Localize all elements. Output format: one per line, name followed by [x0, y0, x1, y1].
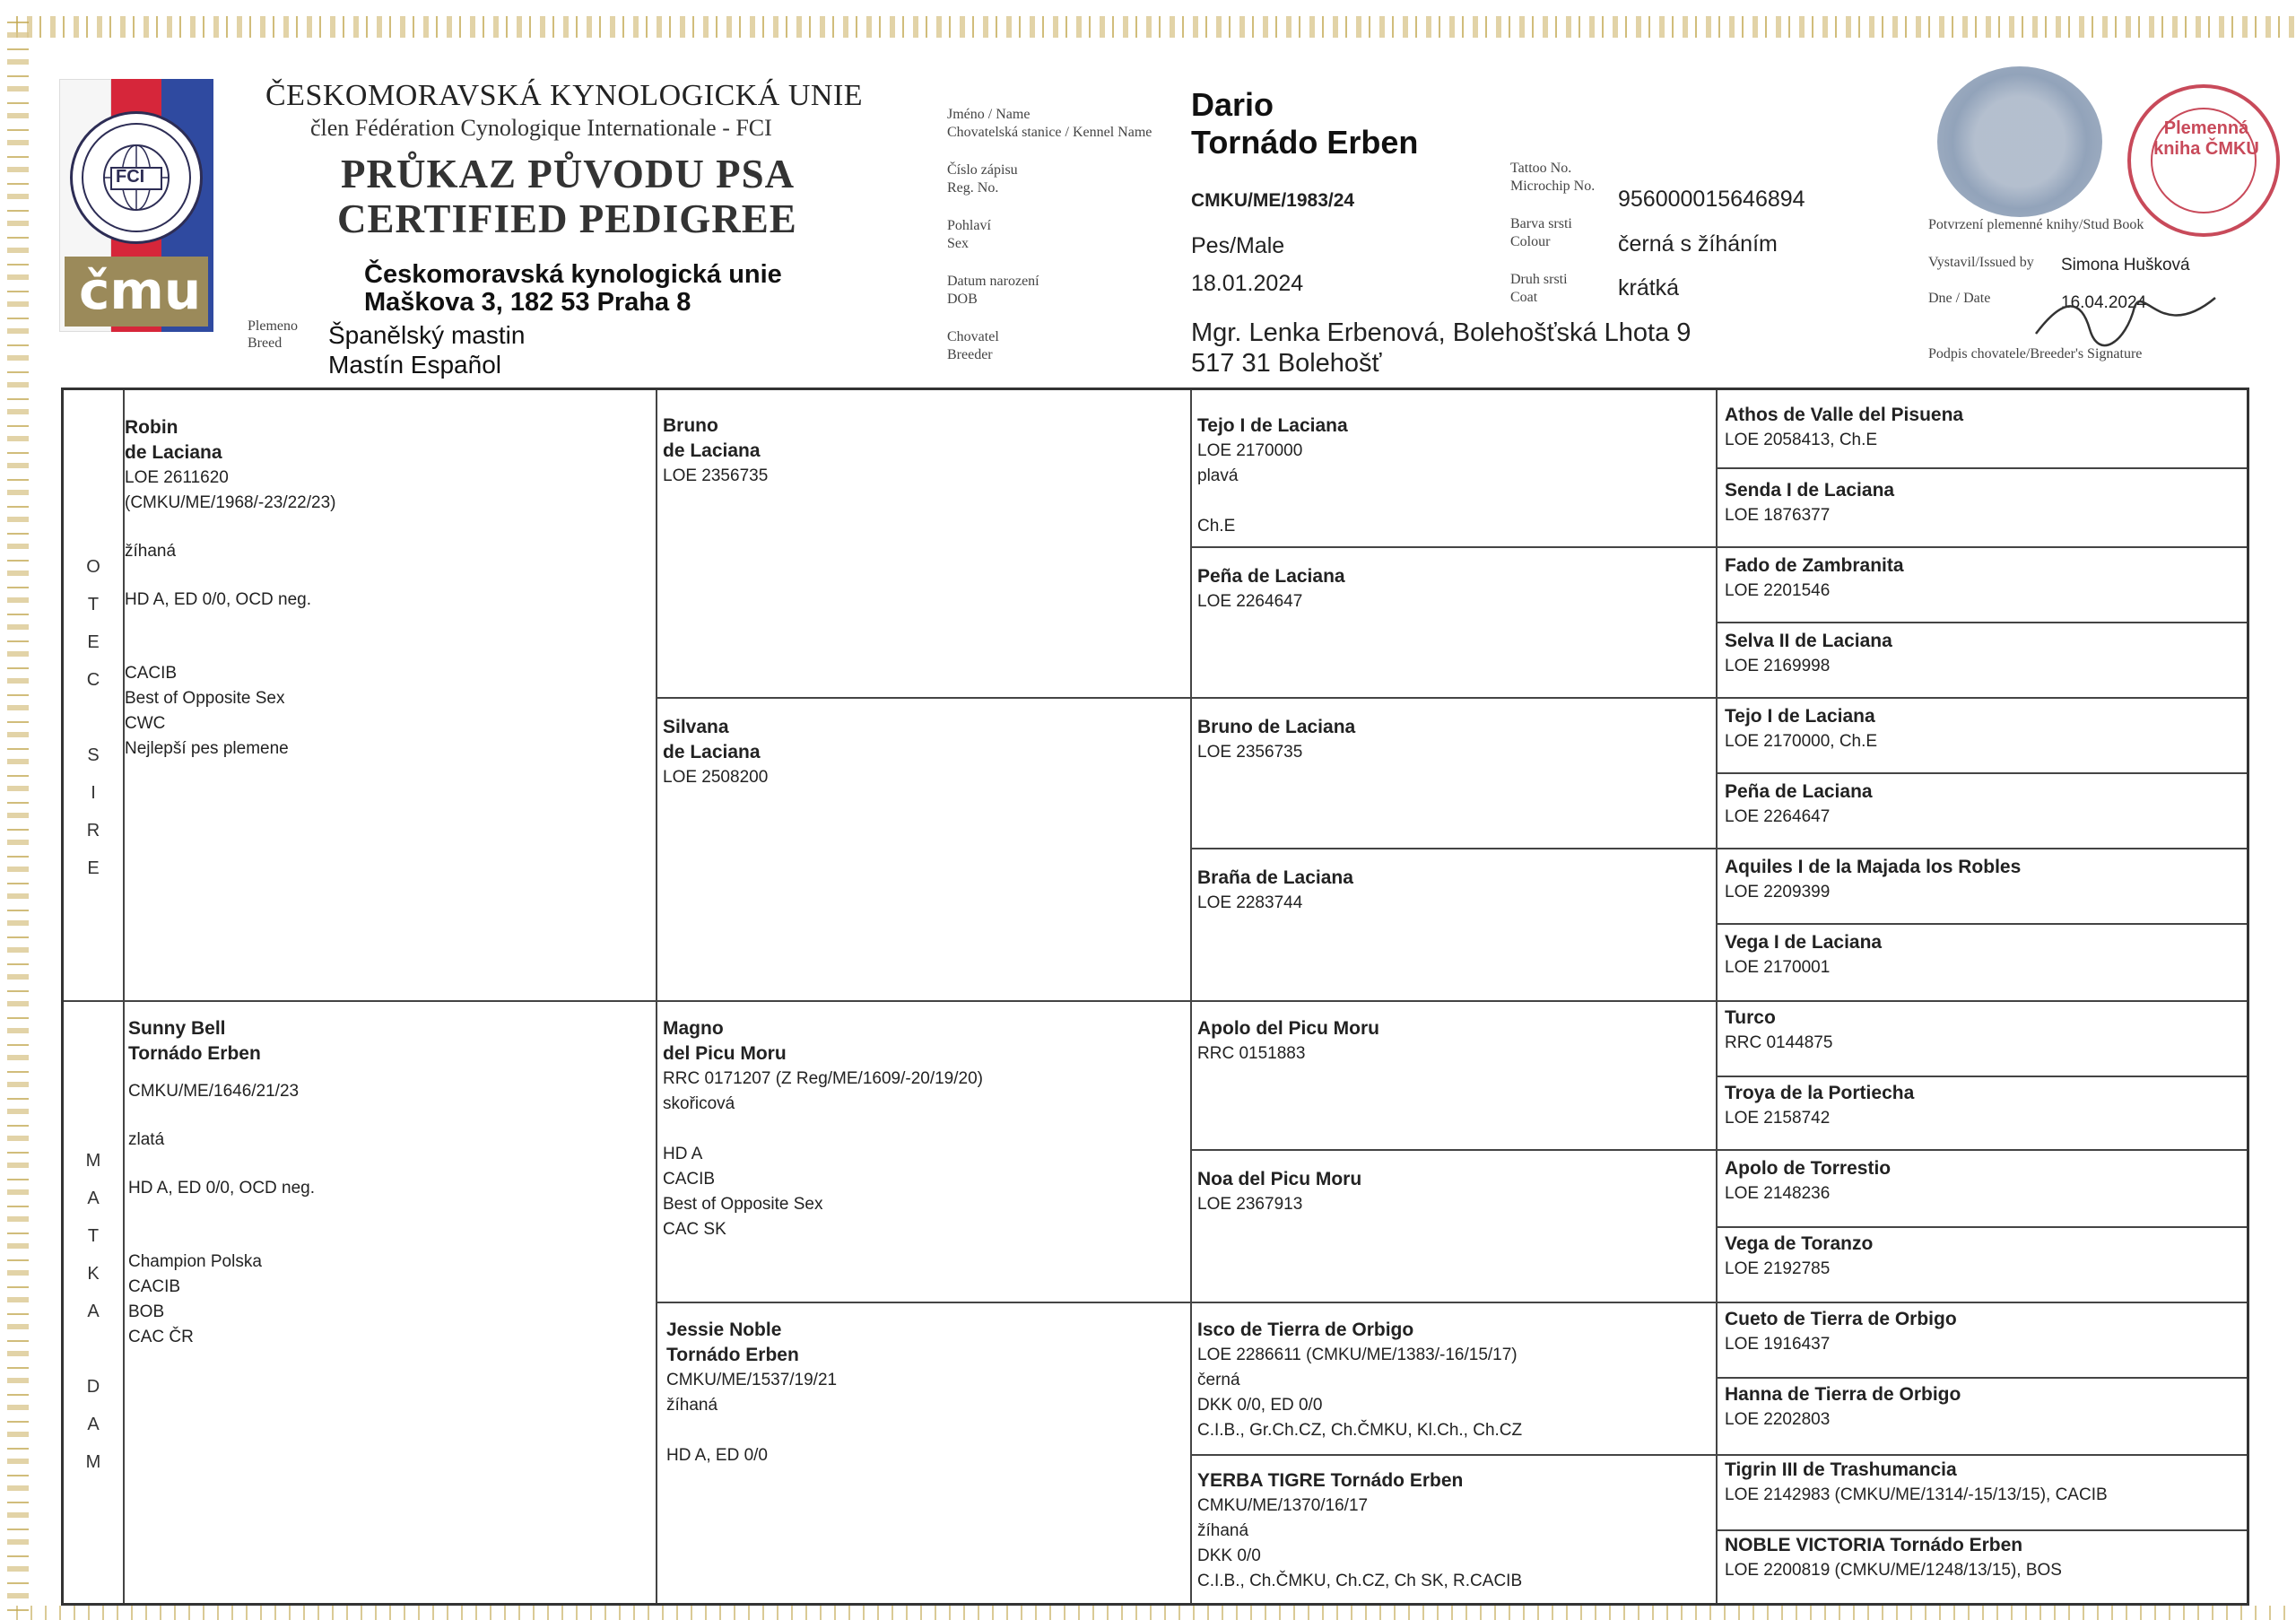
info-line: RRC 0151883 — [1197, 1044, 1306, 1063]
microchip-label: Tattoo No. Microchip No. — [1510, 161, 1596, 194]
side-letter: T — [87, 595, 100, 614]
signature-label: Podpis chovatele/Breeder's Signature — [1928, 346, 2143, 361]
dog-name-line: Turco — [1725, 1007, 1776, 1028]
gg-grandparent-cell — [1725, 403, 2241, 453]
grandparent-cell — [663, 1016, 1183, 1242]
kennel-name: Tornádo Erben — [1191, 124, 1419, 161]
gg-grandparent-cell — [1725, 704, 2241, 754]
info-line: skořicová — [663, 1094, 735, 1113]
info-line: Best of Opposite Sex — [663, 1195, 823, 1214]
cmku-logo-text: čmu — [79, 260, 202, 321]
studbook-stamp: Plemenná kniha ČMKU — [2127, 84, 2280, 237]
grandparent-cell — [663, 414, 1183, 489]
sex-value: Pes/Male — [1191, 233, 1285, 258]
side-letter: C — [86, 670, 100, 690]
side-letter: O — [86, 557, 100, 577]
name-label: Jméno / Name Chovatelská stanice / Kennel Name — [947, 107, 1152, 140]
breed-value-es: Mastín Español — [328, 351, 501, 379]
microchip-value: 956000015646894 — [1618, 187, 1805, 212]
info-line: LOE 2209399 — [1725, 883, 1831, 901]
dog-name-line: Isco de Tierra de Orbigo — [1197, 1320, 1414, 1340]
side-letter: A — [87, 1302, 100, 1321]
dog-name-line: Apolo de Torrestio — [1725, 1158, 1892, 1179]
info-line: LOE 2192785 — [1725, 1259, 1831, 1278]
studbook-label: Potvrzení plemenné knihy/Stud Book — [1928, 217, 2144, 232]
issuer-name: Českomoravská kynologická unie — [364, 260, 782, 289]
dog-name-line: Noa del Picu Moru — [1197, 1169, 1362, 1189]
info-line: LOE 1876377 — [1725, 506, 1831, 525]
info-line: RRC 0171207 (Z Reg/ME/1609/-20/19/20) — [663, 1069, 983, 1088]
dog-name-line: Magno — [663, 1018, 724, 1039]
info-line — [1197, 489, 1709, 514]
dog-name-line: Tornádo Erben — [666, 1345, 799, 1365]
info-line: LOE 2264647 — [1725, 807, 1831, 826]
info-line: LOE 2170000, Ch.E — [1725, 732, 1878, 751]
coat-label: Druh srsti Coat — [1510, 272, 1568, 305]
dog-name-line: Vega de Toranzo — [1725, 1233, 1874, 1254]
info-line: CACIB — [663, 1170, 716, 1189]
info-line: LOE 2158742 — [1725, 1109, 1831, 1128]
dog-name-line: Troya de la Portiecha — [1725, 1083, 1915, 1103]
gg-grandparent-cell — [1725, 855, 2241, 905]
dog-name-line: Bruno de Laciana — [1197, 717, 1356, 737]
info-line: LOE 2356735 — [663, 466, 769, 485]
dog-name-line: Athos de Valle del Pisuena — [1725, 405, 1964, 425]
info-line — [663, 1117, 1183, 1142]
breeder-value: Mgr. Lenka Erbenová, Bolehošťská Lhota 9 — [1191, 318, 1692, 347]
info-line: LOE 2202803 — [1725, 1410, 1831, 1429]
great-grandparent-cell — [1197, 715, 1709, 765]
gg-grandparent-cell — [1725, 1232, 2241, 1282]
great-grandparent-cell — [1197, 414, 1709, 539]
info-line: CAC SK — [663, 1220, 726, 1239]
dog-name-line: de Laciana — [663, 742, 761, 762]
info-line: LOE 2200819 (CMKU/ME/1248/13/15), BOS — [1725, 1561, 2062, 1580]
sex-label: Pohlaví Sex — [947, 218, 991, 251]
issuer-address: Maškova 3, 182 53 Praha 8 — [364, 288, 691, 317]
info-line: HD A, ED 0/0 — [666, 1446, 768, 1465]
ornament-border-left — [7, 16, 29, 1620]
gg-grandparent-cell — [1725, 1156, 2241, 1206]
dog-name-line: Tejo I de Laciana — [1725, 706, 1875, 727]
info-line: C.I.B., Ch.ČMKU, Ch.CZ, Ch SK, R.CACIB — [1197, 1572, 1523, 1590]
side-letter: A — [87, 1189, 100, 1208]
info-line: C.I.B., Gr.Ch.CZ, Ch.ČMKU, Kl.Ch., Ch.CZ — [1197, 1421, 1523, 1440]
info-line: CMKU/ME/1370/16/17 — [1197, 1496, 1369, 1515]
great-grandparent-cell — [1197, 1318, 1709, 1443]
gg-grandparent-cell — [1725, 1081, 2241, 1131]
signature-icon — [2027, 289, 2224, 352]
great-grandparent-cell — [1197, 1468, 1709, 1594]
dog-name-line: Vega I de Laciana — [1725, 932, 1883, 953]
breed-value: Španělský mastin — [328, 321, 526, 349]
dog-name-line: Peña de Laciana — [1197, 566, 1345, 587]
dog-name-line: Hanna de Tierra de Orbigo — [1725, 1384, 1961, 1405]
info-line: LOE 2170000 — [1197, 441, 1303, 460]
info-line: HD A — [663, 1145, 703, 1163]
date-label: Dne / Date — [1928, 291, 1991, 306]
info-line: LOE 2058413, Ch.E — [1725, 431, 1878, 449]
dog-name-line: YERBA TIGRE Tornádo Erben — [1197, 1470, 1464, 1491]
colour-label: Barva srsti Colour — [1510, 216, 1572, 249]
side-letter: M — [85, 1151, 101, 1171]
great-grandparent-cell — [1197, 564, 1709, 614]
dog-name-line: del Picu Moru — [663, 1043, 787, 1064]
info-line: černá — [1197, 1371, 1240, 1389]
fci-logo — [70, 111, 203, 244]
fci-membership: člen Fédération Cynologique Internationale - FCI — [310, 115, 772, 141]
dog-name-line: de Laciana — [663, 440, 761, 461]
sire-cell: Robin de Laciana LOE 2611620 (CMKU/ME/1968/-23/22/23) žíhaná HD A, ED 0/0, OCD neg. CACIB Best of Opposite Sex CWC Nejlepší pes plemene — [125, 417, 336, 758]
side-letter: E — [87, 632, 100, 652]
dog-name-line: Fado de Zambranita — [1725, 555, 1904, 576]
grandparent-cell — [663, 715, 1183, 790]
info-line: LOE 2286611 (CMKU/ME/1383/-16/15/17) — [1197, 1346, 1518, 1364]
reg-number: CMKU/ME/1983/24 — [1191, 190, 1355, 211]
info-line: DKK 0/0, ED 0/0 — [1197, 1396, 1323, 1415]
info-line: Ch.E — [1197, 517, 1236, 536]
hologram-seal — [1937, 66, 2102, 217]
info-line — [666, 1418, 1187, 1443]
dog-name-line: Aquiles I de la Majada los Robles — [1725, 857, 2022, 877]
document-title: PRŮKAZ PŮVODU PSA — [341, 152, 796, 196]
gg-grandparent-cell — [1725, 553, 2241, 604]
dob-label: Datum narození DOB — [947, 274, 1039, 307]
info-line: LOE 2148236 — [1725, 1184, 1831, 1203]
breed-label: Plemeno Breed — [248, 318, 298, 351]
dog-name-line: Jessie Noble — [666, 1320, 782, 1340]
info-line: žíhaná — [1197, 1521, 1249, 1540]
gg-grandparent-cell — [1725, 1307, 2241, 1357]
gg-grandparent-cell — [1725, 1382, 2241, 1433]
breeder-address: 517 31 Bolehošť — [1191, 349, 1382, 378]
side-letter: S — [87, 745, 100, 765]
org-name: ČESKOMORAVSKÁ KYNOLOGICKÁ UNIE — [265, 79, 864, 112]
side-letter: R — [86, 821, 100, 840]
side-letter: A — [87, 1415, 100, 1434]
side-letter: K — [87, 1264, 100, 1284]
ornament-border-bottom — [13, 1606, 2296, 1620]
info-line: LOE 2169998 — [1725, 657, 1831, 675]
info-line: LOE 2142983 (CMKU/ME/1314/-15/13/15), CACIB — [1725, 1485, 2108, 1504]
info-line: LOE 2367913 — [1197, 1195, 1303, 1214]
ornament-border-top — [13, 16, 2296, 38]
dog-name-line: Bruno — [663, 415, 718, 436]
issued-by-value: Simona Hušková — [2061, 256, 2190, 274]
document-title-en: CERTIFIED PEDIGREE — [337, 196, 797, 241]
side-letter: D — [86, 1377, 100, 1397]
dog-name-line: Apolo del Picu Moru — [1197, 1018, 1379, 1039]
fci-logo-text: FCI — [116, 167, 145, 187]
pedigree-table — [61, 388, 2249, 1606]
dog-name-line: Tigrin III de Trashumancia — [1725, 1459, 1957, 1480]
reg-label: Číslo zápisu Reg. No. — [947, 162, 1018, 196]
info-line: CMKU/ME/1537/19/21 — [666, 1371, 838, 1389]
dog-name: Dario — [1191, 86, 1274, 123]
info-line: LOE 2264647 — [1197, 592, 1303, 611]
gg-grandparent-cell — [1725, 478, 2241, 528]
side-letter: T — [87, 1226, 100, 1246]
logo-block — [59, 79, 213, 332]
cmku-logo — [65, 257, 208, 327]
info-line: LOE 2201546 — [1725, 581, 1831, 600]
info-line: LOE 2170001 — [1725, 958, 1831, 977]
info-line: LOE 1916437 — [1725, 1335, 1831, 1354]
gg-grandparent-cell — [1725, 930, 2241, 980]
info-line: žíhaná — [666, 1396, 718, 1415]
info-line: LOE 2508200 — [663, 768, 769, 787]
dam-cell: Sunny Bell Tornádo Erben CMKU/ME/1646/21/23 zlatá HD A, ED 0/0, OCD neg. Champion Polska CACIB BOB CAC ČR — [128, 1018, 316, 1346]
gg-grandparent-cell — [1725, 1458, 2241, 1508]
issued-by-label: Vystavil/Issued by — [1928, 255, 2034, 270]
grandparent-cell — [666, 1318, 1187, 1468]
dog-name-line: Silvana — [663, 717, 729, 737]
side-letter: I — [91, 783, 96, 803]
side-letter: E — [87, 858, 100, 878]
dog-name-line: Senda I de Laciana — [1725, 480, 1895, 501]
colour-value: černá s žíháním — [1618, 231, 1778, 257]
great-grandparent-cell — [1197, 1016, 1709, 1067]
dog-name-line: Cueto de Tierra de Orbigo — [1725, 1309, 1957, 1329]
info-line: DKK 0/0 — [1197, 1546, 1261, 1565]
dog-name-line: NOBLE VICTORIA Tornádo Erben — [1725, 1535, 2023, 1555]
date-value: 16.04.2024 — [2061, 293, 2147, 312]
info-line: plavá — [1197, 466, 1239, 485]
dog-name-line: Selva II de Laciana — [1725, 631, 1892, 651]
gg-grandparent-cell — [1725, 629, 2241, 679]
gg-grandparent-cell — [1725, 1006, 2241, 1056]
gg-grandparent-cell — [1725, 780, 2241, 830]
side-letter: M — [85, 1452, 101, 1472]
info-line: LOE 2283744 — [1197, 893, 1303, 912]
gg-grandparent-cell — [1725, 1533, 2241, 1583]
great-grandparent-cell — [1197, 866, 1709, 916]
breeder-label: Chovatel Breeder — [947, 329, 999, 362]
info-line: RRC 0144875 — [1725, 1033, 1833, 1052]
great-grandparent-cell — [1197, 1167, 1709, 1217]
dog-name-line: Peña de Laciana — [1725, 781, 1873, 802]
dog-name-line: Braña de Laciana — [1197, 867, 1353, 888]
dob-value: 18.01.2024 — [1191, 271, 1304, 296]
coat-value: krátká — [1618, 275, 1680, 300]
dog-name-line: Tejo I de Laciana — [1197, 415, 1348, 436]
info-line: LOE 2356735 — [1197, 743, 1303, 762]
